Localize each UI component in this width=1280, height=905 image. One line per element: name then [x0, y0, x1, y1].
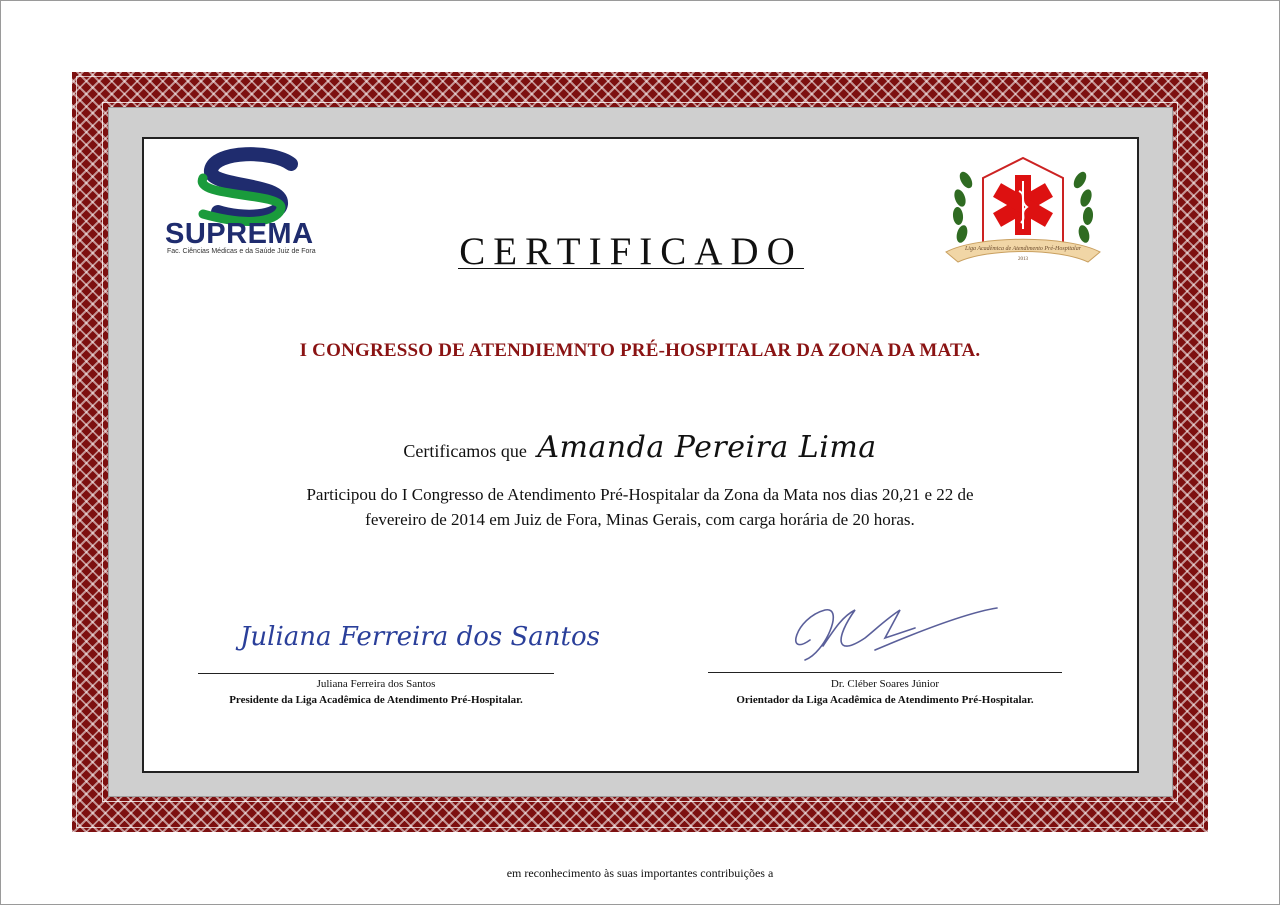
- certify-prefix: Certificamos que: [403, 441, 527, 461]
- certify-line: [200, 430, 1080, 465]
- league-year: 2013: [1018, 257, 1028, 262]
- signatory-role-right: Orientador da Liga Acadêmica de Atendimento Pré-Hospitalar.: [736, 694, 1034, 706]
- recipient-name: Amanda Pereira Lima: [537, 430, 877, 465]
- title-underline: [458, 268, 804, 269]
- signatory-name-right: Dr. Cléber Soares Júnior: [830, 678, 940, 690]
- footer-note: em reconhecimento às suas importantes contribuições a: [506, 866, 774, 880]
- league-ribbon-text: Liga Acadêmica de Atendimento Pré-Hospitalar: [964, 246, 1082, 252]
- signatory-name-left: Juliana Ferreira dos Santos: [316, 678, 436, 690]
- signature-left-text: Juliana Ferreira dos Santos: [240, 622, 600, 652]
- body-line-1: Participou do I Congresso de Atendimento Pré-Hospitalar da Zona da Mata nos dias 20,21 e 22 de: [306, 485, 974, 504]
- signature-left: [235, 605, 600, 670]
- body-line-2: fevereiro de 2014 em Juiz de Fora, Minas Gerais, com carga horária de 20 horas.: [365, 510, 915, 529]
- signatory-role-left: Presidente da Liga Acadêmica de Atendimento Pré-Hospitalar.: [229, 694, 523, 706]
- event-title: I CONGRESSO DE ATENDIEMNTO PRÉ-HOSPITALAR DA ZONA DA MATA.: [299, 340, 981, 361]
- suprema-wordmark: SUPREMA: [165, 218, 314, 250]
- certificate-body: [230, 482, 1050, 532]
- signature-line-left: [198, 673, 554, 674]
- league-logo: [938, 150, 1108, 280]
- certificate-title: CERTIFICADO: [459, 230, 803, 273]
- signature-right: [775, 598, 1005, 670]
- signature-line-right: [708, 672, 1062, 673]
- suprema-subtitle: Fac. Ciências Médicas e da Saúde Juiz de Fora: [167, 248, 316, 255]
